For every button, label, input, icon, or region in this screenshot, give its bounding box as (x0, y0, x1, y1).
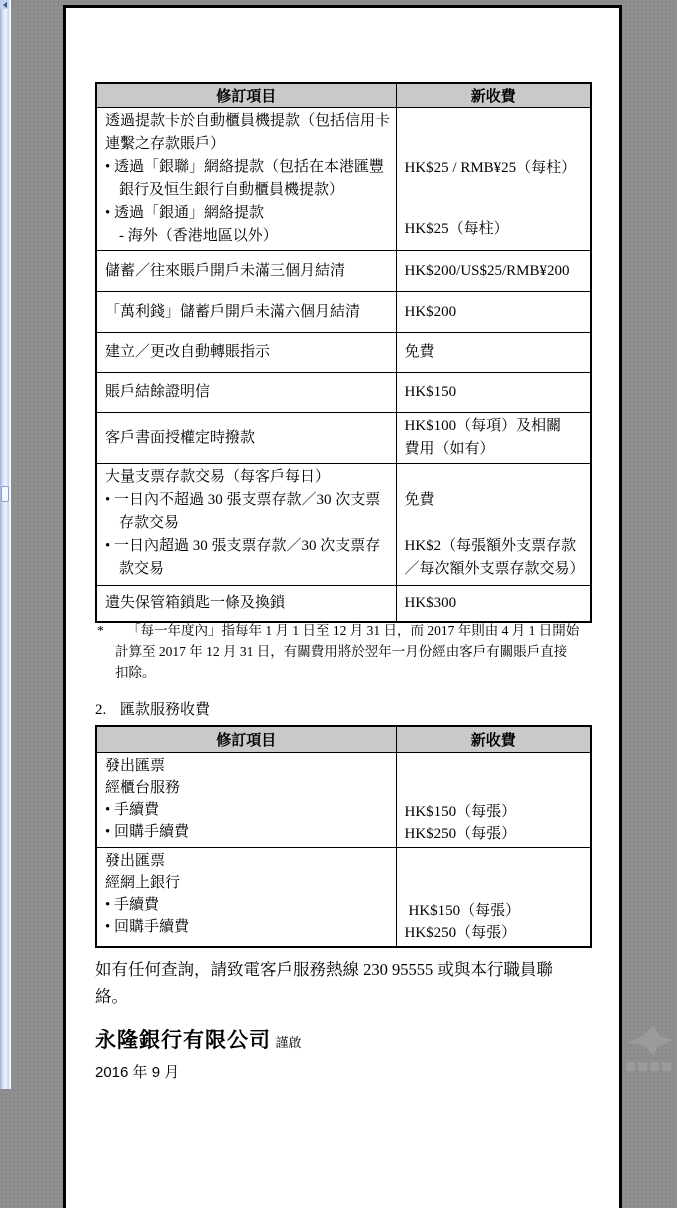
item-cell: 發出匯票 經網上銀行 • 手續費 • 回購手續費 (96, 848, 396, 948)
column-header-fee: 新收費 (396, 726, 591, 753)
section-heading (95, 698, 210, 719)
footnote-marker: * (97, 623, 104, 638)
contact-paragraph (95, 956, 605, 1010)
fee-cell: HK$200/US$25/RMB¥200 (396, 251, 591, 292)
table-row (96, 333, 591, 373)
contact-line: 絡。 (95, 987, 128, 1006)
table-row (96, 373, 591, 413)
bank-name: 永隆銀行有限公司 (95, 1029, 271, 1052)
column-header-item: 修訂項目 (96, 726, 396, 753)
table-row (96, 251, 591, 292)
fee-table-2 (95, 725, 592, 948)
fee-cell: 免費 HK$2（每張額外支票存款／每次額外支票存款交易） (396, 464, 591, 586)
footnote-line: 扣除。 (115, 665, 156, 680)
section-title: 匯款服務收費 (120, 702, 211, 718)
document-page (63, 5, 622, 1208)
fee-cell: HK$300 (396, 586, 591, 622)
nav-pane-splitter[interactable] (0, 0, 11, 1089)
fee-cell: 免費 (396, 333, 591, 373)
table-row (96, 292, 591, 333)
footnote-line: 「每一年度內」指每年 1 月 1 日至 12 月 31 日，而 2017 年則由 4 月 1 日開始 (127, 623, 580, 638)
item-cell: 儲蓄／往來賬戶開戶未滿三個月結清 (96, 251, 396, 292)
item-cell: 發出匯票 經櫃台服務 • 手續費 • 回購手續費 (96, 753, 396, 848)
fee-cell: HK$150 (396, 373, 591, 413)
signature-block (95, 1024, 301, 1082)
collapse-arrow-icon (3, 2, 7, 8)
item-cell: 客戶書面授權定時撥款 (96, 413, 396, 464)
table-row (96, 753, 591, 848)
item-cell: 大量支票存款交易（每客戶每日） • 一日內不超過 30 張支票存款／30 次支票存款交易 • 一日內超過 30 張支票存款／30 次支票存款交易 (96, 464, 396, 586)
pane-collapse-button[interactable] (0, 0, 9, 9)
watermark-shape (628, 1026, 674, 1056)
item-cell: 賬戶結餘證明信 (96, 373, 396, 413)
fee-cell: HK$200 (396, 292, 591, 333)
item-cell: 遺失保管箱鎖匙一條及換鎖 (96, 586, 396, 622)
table-row (96, 413, 591, 464)
section-number: 2. (95, 702, 107, 718)
table-row (96, 108, 591, 251)
item-cell: 建立／更改自動轉賬指示 (96, 333, 396, 373)
watermark-squares (626, 1062, 671, 1071)
table-row (96, 848, 591, 948)
watermark-logo-icon (620, 1018, 677, 1089)
column-header-item: 修訂項目 (96, 83, 396, 108)
fee-cell: HK$150（每張） HK$250（每張） (396, 753, 591, 848)
signature-date: 2016 年 9 月 (95, 1064, 180, 1081)
footnote-line: 計算至 2017 年 12 月 31 日，有關費用將於翌年一月份經由客戶有關賬戶直接 (115, 644, 568, 659)
table-row (96, 586, 591, 622)
table-header-row (96, 83, 591, 108)
splitter-grip-handle[interactable] (1, 486, 9, 502)
table-header-row (96, 726, 591, 753)
item-cell: 「萬利錢」儲蓄戶開戶未滿六個月結清 (96, 292, 396, 333)
fee-cell: HK$25 / RMB¥25（每柱） HK$25（每柱） (396, 108, 591, 251)
fee-cell: HK$150（每張） HK$250（每張） (396, 848, 591, 948)
table-row (96, 464, 591, 586)
item-cell: 透過提款卡於自動櫃員機提款（包括信用卡連繫之存款賬戶） • 透過「銀聯」網絡提款（包括在本港匯豐銀行及恒生銀行自動櫃員機提款） • 透過「銀通」網絡提款 - 海外（香港地區以外） (96, 108, 396, 251)
signature-suffix: 謹啟 (275, 1035, 302, 1050)
footnote (97, 620, 597, 683)
fee-table-1 (95, 82, 592, 623)
column-header-fee: 新收費 (396, 83, 591, 108)
fee-cell: HK$100（每項）及相關 費用（如有） (396, 413, 591, 464)
contact-line: 如有任何查詢，請致電客戶服務熱線 230 95555 或與本行職員聯 (95, 960, 553, 979)
